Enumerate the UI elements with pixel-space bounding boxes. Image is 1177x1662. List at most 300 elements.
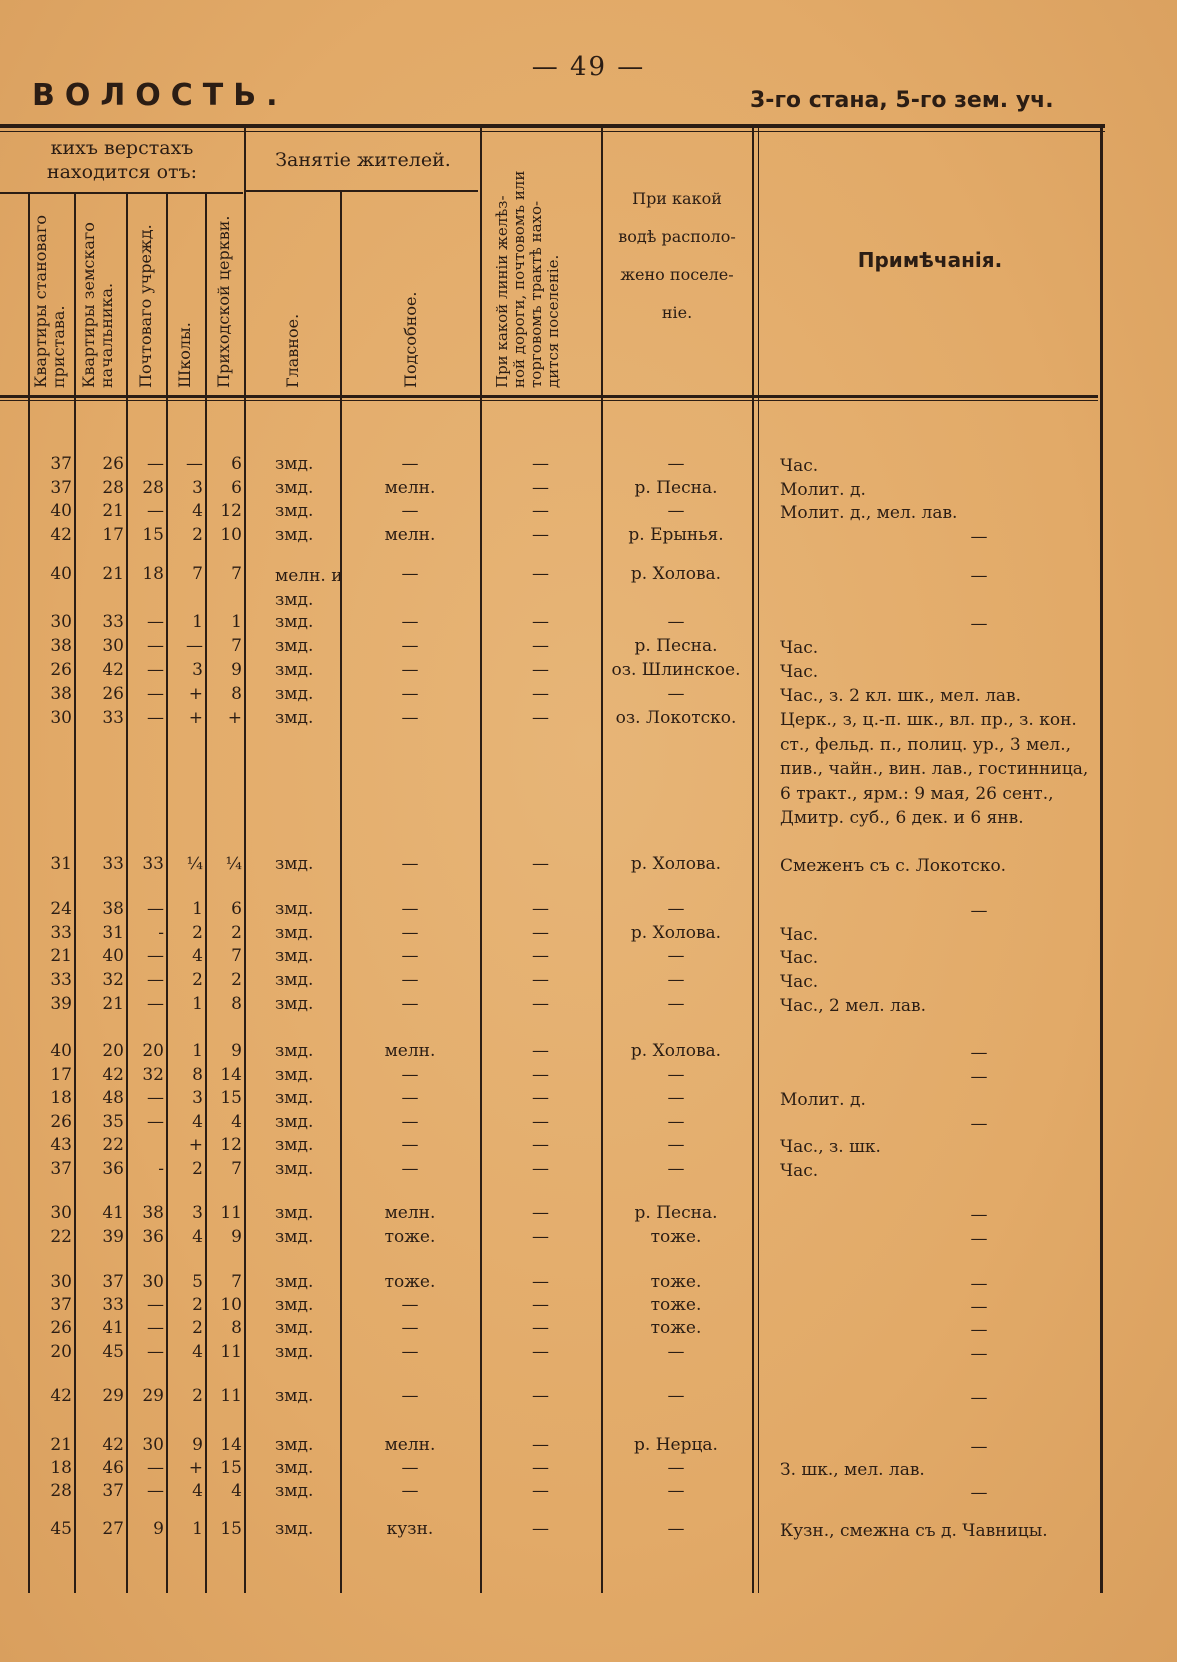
cell-note: — bbox=[970, 1229, 988, 1249]
cell-rd: — bbox=[532, 1203, 549, 1223]
table-row bbox=[0, 899, 1177, 923]
cell-sh: 4 bbox=[192, 1342, 203, 1362]
page-number: — 49 — bbox=[531, 52, 646, 82]
col-rule-3 bbox=[126, 193, 128, 1593]
cell-a: — bbox=[401, 899, 419, 919]
cell-sh: 3 bbox=[192, 1203, 203, 1223]
table-row bbox=[0, 1135, 1177, 1159]
cell-c: 11 bbox=[220, 1342, 242, 1362]
cell-rd: — bbox=[532, 478, 549, 498]
cell-m: змд. bbox=[275, 1481, 314, 1501]
cell-sh: 4 bbox=[192, 1227, 203, 1247]
table-row bbox=[0, 1159, 1177, 1183]
cell-sh: 2 bbox=[192, 923, 203, 943]
cell-p: 30 bbox=[142, 1435, 164, 1455]
cell-rd: — bbox=[532, 708, 549, 728]
table-row bbox=[0, 1112, 1177, 1136]
cell-s: 30 bbox=[50, 1203, 72, 1223]
cell-sh: 1 bbox=[192, 899, 203, 919]
header-stanovoy: Квартиры становаго пристава. bbox=[31, 215, 68, 388]
cell-p: 36 bbox=[142, 1227, 164, 1247]
cell-note: Час. bbox=[780, 662, 819, 682]
cell-note: — bbox=[970, 614, 988, 634]
cell-a: — bbox=[401, 1065, 419, 1085]
cell-p: — bbox=[147, 708, 164, 728]
cell-s: 40 bbox=[50, 501, 72, 521]
cell-c: + bbox=[227, 708, 242, 728]
occupation-group-header: Занятіе жителей. bbox=[275, 149, 451, 171]
cell-z: 35 bbox=[102, 1112, 124, 1132]
cell-rd: — bbox=[532, 1519, 549, 1539]
cell-z: 37 bbox=[102, 1481, 124, 1501]
cell-c: 6 bbox=[231, 478, 242, 498]
cell-z: 32 bbox=[102, 970, 124, 990]
table-row bbox=[0, 923, 1177, 947]
cell-sh: 4 bbox=[192, 1481, 203, 1501]
cell-note: — bbox=[970, 1297, 988, 1317]
cell-z: 31 bbox=[102, 923, 124, 943]
cell-z: 36 bbox=[102, 1159, 124, 1179]
cell-m: змд. bbox=[275, 1159, 314, 1179]
cell-a: — bbox=[401, 1458, 419, 1478]
cell-m: змд. bbox=[275, 684, 314, 704]
cell-m: змд. bbox=[275, 1458, 314, 1478]
cell-p: — bbox=[147, 1318, 164, 1338]
cell-w: — bbox=[667, 994, 685, 1014]
cell-m: змд. bbox=[275, 660, 314, 680]
cell-s: 37 bbox=[50, 478, 72, 498]
cell-z: 21 bbox=[102, 994, 124, 1014]
header-schools: Школы. bbox=[175, 322, 194, 388]
cell-note: Кузн., смежна съ д. Чавницы. bbox=[780, 1521, 1048, 1541]
cell-a: мелн. bbox=[384, 1041, 436, 1061]
cell-w: — bbox=[667, 454, 685, 474]
cell-sh: 9 bbox=[192, 1435, 203, 1455]
cell-s: 20 bbox=[50, 1342, 72, 1362]
cell-c: 14 bbox=[220, 1435, 242, 1455]
cell-c: 6 bbox=[231, 454, 242, 474]
cell-w: — bbox=[667, 1159, 685, 1179]
cell-p: 28 bbox=[142, 478, 164, 498]
cell-w: тоже. bbox=[650, 1227, 702, 1247]
cell-note: Час. bbox=[780, 972, 819, 992]
cell-p: — bbox=[147, 1342, 164, 1362]
cell-note: Смеженъ съ с. Локотско. bbox=[780, 856, 1007, 876]
cell-note: Час., з. 2 кл. шк., мел. лав. bbox=[780, 686, 1021, 706]
cell-s: 26 bbox=[50, 1112, 72, 1132]
notes-header: Примѣчанія. bbox=[857, 248, 1003, 272]
cell-s: 28 bbox=[50, 1481, 72, 1501]
cell-m: змд. bbox=[275, 970, 314, 990]
cell-note: — bbox=[970, 1043, 988, 1063]
table-row bbox=[0, 525, 1177, 549]
cell-w: — bbox=[667, 684, 685, 704]
cell-z: 21 bbox=[102, 564, 124, 584]
cell-note: — bbox=[970, 1344, 988, 1364]
cell-rd: — bbox=[532, 899, 549, 919]
cell-m: змд. bbox=[275, 1112, 314, 1132]
cell-m: змд. bbox=[275, 454, 314, 474]
header-auxiliary-occupation: Подсобное. bbox=[401, 291, 420, 388]
cell-z: 42 bbox=[102, 660, 124, 680]
cell-c: 1 bbox=[231, 612, 242, 632]
cell-w: оз. Локотско. bbox=[615, 708, 737, 728]
cell-m: змд. bbox=[275, 478, 314, 498]
cell-s: 24 bbox=[50, 899, 72, 919]
cell-c: 12 bbox=[220, 501, 242, 521]
cell-rd: — bbox=[532, 525, 549, 545]
volost-heading: ВОЛОСТЬ. bbox=[32, 78, 288, 113]
cell-s: 26 bbox=[50, 1318, 72, 1338]
cell-sh: + bbox=[188, 708, 203, 728]
distance-group-header: кихъ верстахъ находится отъ: bbox=[46, 137, 198, 183]
header-post: Почтоваго учрежд. bbox=[136, 224, 155, 388]
cell-w: оз. Шлинское. bbox=[611, 660, 741, 680]
cell-s: 22 bbox=[50, 1227, 72, 1247]
cell-s: 39 bbox=[50, 994, 72, 1014]
cell-c: 10 bbox=[220, 525, 242, 545]
cell-s: 30 bbox=[50, 612, 72, 632]
cell-a: — bbox=[401, 501, 419, 521]
cell-z: 45 bbox=[102, 1342, 124, 1362]
cell-rd: — bbox=[532, 1342, 549, 1362]
cell-s: 42 bbox=[50, 525, 72, 545]
cell-w: — bbox=[667, 1481, 685, 1501]
cell-c: 7 bbox=[231, 1272, 242, 1292]
cell-z: 22 bbox=[102, 1135, 124, 1155]
cell-sh: 3 bbox=[192, 478, 203, 498]
cell-s: 38 bbox=[50, 636, 72, 656]
cell-rd: — bbox=[532, 454, 549, 474]
cell-c: 15 bbox=[220, 1458, 242, 1478]
cell-a: — bbox=[401, 1159, 419, 1179]
cell-s: 40 bbox=[50, 1041, 72, 1061]
cell-a: — bbox=[401, 708, 419, 728]
cell-c: 10 bbox=[220, 1295, 242, 1315]
table-row bbox=[0, 1481, 1177, 1505]
cell-w: — bbox=[667, 1135, 685, 1155]
cell-w: — bbox=[667, 612, 685, 632]
cell-p: — bbox=[147, 1088, 164, 1108]
cell-s: 37 bbox=[50, 454, 72, 474]
table-row bbox=[0, 1458, 1177, 1482]
cell-w: — bbox=[667, 1065, 685, 1085]
cell-w: — bbox=[667, 1458, 685, 1478]
table-row bbox=[0, 478, 1177, 502]
table-row bbox=[0, 1386, 1177, 1410]
cell-c: ¼ bbox=[225, 854, 242, 874]
cell-a: — bbox=[401, 1386, 419, 1406]
header-church: Приходской церкви. bbox=[214, 215, 233, 388]
cell-sh: + bbox=[188, 1135, 203, 1155]
cell-z: 42 bbox=[102, 1435, 124, 1455]
cell-m: змд. bbox=[275, 899, 314, 919]
cell-s: 30 bbox=[50, 708, 72, 728]
cell-w: — bbox=[667, 501, 685, 521]
cell-z: 33 bbox=[102, 1295, 124, 1315]
cell-z: 29 bbox=[102, 1386, 124, 1406]
cell-p: — bbox=[147, 899, 164, 919]
cell-c: 8 bbox=[231, 994, 242, 1014]
cell-z: 20 bbox=[102, 1041, 124, 1061]
table-row bbox=[0, 1519, 1177, 1543]
cell-note: — bbox=[970, 1114, 988, 1134]
cell-a: — bbox=[401, 923, 419, 943]
header-subrule-occupation bbox=[245, 190, 478, 192]
col-rule-1 bbox=[28, 193, 30, 1593]
cell-m: змд. bbox=[275, 1135, 314, 1155]
cell-c: 8 bbox=[231, 1318, 242, 1338]
cell-s: 40 bbox=[50, 564, 72, 584]
header-bottom-rule-thin bbox=[0, 400, 1098, 401]
cell-a: мелн. bbox=[384, 1435, 436, 1455]
cell-rd: — bbox=[532, 1386, 549, 1406]
cell-a: кузн. bbox=[386, 1519, 434, 1539]
cell-s: 42 bbox=[50, 1386, 72, 1406]
cell-z: 17 bbox=[102, 525, 124, 545]
cell-a: — bbox=[401, 684, 419, 704]
cell-w: р. Песна. bbox=[634, 1203, 718, 1223]
cell-z: 41 bbox=[102, 1203, 124, 1223]
cell-note: Час., з. шк. bbox=[780, 1137, 881, 1157]
cell-rd: — bbox=[532, 612, 549, 632]
cell-note: Молит. д. bbox=[780, 480, 866, 500]
cell-z: 39 bbox=[102, 1227, 124, 1247]
cell-rd: — bbox=[532, 1112, 549, 1132]
cell-rd: — bbox=[532, 1295, 549, 1315]
table-row bbox=[0, 501, 1177, 525]
cell-m: змд. bbox=[275, 946, 314, 966]
cell-note: — bbox=[970, 1205, 988, 1225]
cell-rd: — bbox=[532, 636, 549, 656]
cell-p: 20 bbox=[142, 1041, 164, 1061]
cell-z: 27 bbox=[102, 1519, 124, 1539]
header-main-occupation: Главное. bbox=[283, 313, 302, 388]
cell-w: р. Ерынья. bbox=[628, 525, 724, 545]
cell-sh: — bbox=[186, 454, 203, 474]
cell-sh: 2 bbox=[192, 970, 203, 990]
table-row bbox=[0, 684, 1177, 708]
cell-c: 7 bbox=[231, 946, 242, 966]
cell-m: змд. bbox=[275, 1065, 314, 1085]
cell-s: 18 bbox=[50, 1458, 72, 1478]
cell-p: — bbox=[147, 994, 164, 1014]
cell-a: — bbox=[401, 854, 419, 874]
cell-p: - bbox=[158, 923, 164, 943]
cell-w: р. Холова. bbox=[630, 564, 722, 584]
cell-note: Час. bbox=[780, 925, 819, 945]
cell-w: р. Песна. bbox=[634, 478, 718, 498]
cell-note: — bbox=[970, 1388, 988, 1408]
table-row bbox=[0, 970, 1177, 994]
cell-a: — bbox=[401, 454, 419, 474]
cell-note: — bbox=[970, 566, 988, 586]
cell-rd: — bbox=[532, 1088, 549, 1108]
cell-c: 9 bbox=[231, 1041, 242, 1061]
header-road: При какой линіи желѣз- ной дороги, почтовомъ или торговомъ трактѣ нахо- дится поселеніе. bbox=[493, 170, 562, 388]
cell-note: Час., 2 мел. лав. bbox=[780, 996, 927, 1016]
cell-a: — bbox=[401, 564, 419, 584]
cell-m: змд. bbox=[275, 501, 314, 521]
cell-p: 15 bbox=[142, 525, 164, 545]
cell-p: 38 bbox=[142, 1203, 164, 1223]
cell-c: 6 bbox=[231, 899, 242, 919]
header-zemsky: Квартиры земскаго начальника. bbox=[79, 222, 116, 388]
cell-w: — bbox=[667, 1342, 685, 1362]
cell-p: — bbox=[147, 454, 164, 474]
cell-p: 29 bbox=[142, 1386, 164, 1406]
cell-s: 31 bbox=[50, 854, 72, 874]
cell-p: — bbox=[147, 612, 164, 632]
cell-m: змд. bbox=[275, 1272, 314, 1292]
cell-z: 33 bbox=[102, 708, 124, 728]
cell-z: 30 bbox=[102, 636, 124, 656]
cell-p: 30 bbox=[142, 1272, 164, 1292]
cell-s: 38 bbox=[50, 684, 72, 704]
cell-sh: 5 bbox=[192, 1272, 203, 1292]
cell-a: мелн. bbox=[384, 478, 436, 498]
table-row bbox=[0, 994, 1177, 1018]
cell-m: змд. bbox=[275, 708, 314, 728]
cell-c: 15 bbox=[220, 1088, 242, 1108]
cell-z: 48 bbox=[102, 1088, 124, 1108]
cell-p: 9 bbox=[153, 1519, 164, 1539]
table-row bbox=[0, 854, 1177, 878]
cell-sh: 2 bbox=[192, 1295, 203, 1315]
cell-note: — bbox=[970, 1483, 988, 1503]
cell-m: змд. bbox=[275, 1519, 314, 1539]
cell-sh: 1 bbox=[192, 994, 203, 1014]
cell-rd: — bbox=[532, 1458, 549, 1478]
district-heading: 3-го стана, 5-го зем. уч. bbox=[750, 88, 1054, 113]
cell-c: 12 bbox=[220, 1135, 242, 1155]
cell-p: — bbox=[147, 970, 164, 990]
cell-a: — bbox=[401, 660, 419, 680]
cell-z: 42 bbox=[102, 1065, 124, 1085]
cell-rd: — bbox=[532, 684, 549, 704]
cell-rd: — bbox=[532, 1227, 549, 1247]
cell-c: 7 bbox=[231, 636, 242, 656]
cell-rd: — bbox=[532, 946, 549, 966]
cell-a: — bbox=[401, 1318, 419, 1338]
cell-rd: — bbox=[532, 564, 549, 584]
cell-sh: 4 bbox=[192, 946, 203, 966]
table-row bbox=[0, 1203, 1177, 1227]
cell-m: змд. bbox=[275, 1227, 314, 1247]
cell-rd: — bbox=[532, 501, 549, 521]
cell-s: 33 bbox=[50, 970, 72, 990]
cell-p: — bbox=[147, 660, 164, 680]
cell-c: 4 bbox=[231, 1481, 242, 1501]
cell-sh: 3 bbox=[192, 660, 203, 680]
table-row bbox=[0, 1065, 1177, 1089]
cell-rd: — bbox=[532, 970, 549, 990]
cell-c: 8 bbox=[231, 684, 242, 704]
col-rule-5 bbox=[205, 193, 207, 1593]
table-row bbox=[0, 1295, 1177, 1319]
cell-s: 18 bbox=[50, 1088, 72, 1108]
cell-a: — bbox=[401, 1295, 419, 1315]
table-row bbox=[0, 1435, 1177, 1459]
cell-z: 33 bbox=[102, 854, 124, 874]
cell-w: тоже. bbox=[650, 1272, 702, 1292]
cell-rd: — bbox=[532, 854, 549, 874]
cell-p: 33 bbox=[142, 854, 164, 874]
cell-note: Молит. д., мел. лав. bbox=[780, 503, 958, 523]
cell-p: — bbox=[147, 946, 164, 966]
cell-m: змд. bbox=[275, 923, 314, 943]
cell-m: змд. bbox=[275, 1203, 314, 1223]
table-row bbox=[0, 660, 1177, 684]
cell-note: — bbox=[970, 1320, 988, 1340]
cell-c: 9 bbox=[231, 660, 242, 680]
cell-m: змд. bbox=[275, 636, 314, 656]
col-rule-2 bbox=[74, 193, 76, 1593]
cell-sh: 1 bbox=[192, 1519, 203, 1539]
cell-p: - bbox=[158, 1159, 164, 1179]
cell-sh: 8 bbox=[192, 1065, 203, 1085]
cell-m: змд. bbox=[275, 1318, 314, 1338]
cell-note: Молит. д. bbox=[780, 1090, 866, 1110]
cell-s: 37 bbox=[50, 1159, 72, 1179]
cell-note: — bbox=[970, 1067, 988, 1087]
cell-s: 21 bbox=[50, 1435, 72, 1455]
cell-sh: 2 bbox=[192, 525, 203, 545]
cell-sh: 1 bbox=[192, 1041, 203, 1061]
cell-rd: — bbox=[532, 1272, 549, 1292]
table-row bbox=[0, 454, 1177, 478]
cell-z: 41 bbox=[102, 1318, 124, 1338]
table-row bbox=[0, 1088, 1177, 1112]
cell-a: тоже. bbox=[384, 1227, 436, 1247]
cell-m: змд. bbox=[275, 1386, 314, 1406]
table-row bbox=[0, 1342, 1177, 1366]
cell-m: змд. bbox=[275, 1088, 314, 1108]
cell-w: — bbox=[667, 946, 685, 966]
cell-sh: + bbox=[188, 1458, 203, 1478]
cell-sh: + bbox=[188, 684, 203, 704]
cell-a: — bbox=[401, 1135, 419, 1155]
cell-w: — bbox=[667, 1519, 685, 1539]
cell-c: 2 bbox=[231, 923, 242, 943]
table-row bbox=[0, 1227, 1177, 1251]
table-row bbox=[0, 1041, 1177, 1065]
cell-note: Час. bbox=[780, 948, 819, 968]
cell-z: 38 bbox=[102, 899, 124, 919]
cell-s: 17 bbox=[50, 1065, 72, 1085]
cell-note: Час. bbox=[780, 456, 819, 476]
cell-a: — bbox=[401, 612, 419, 632]
cell-z: 28 bbox=[102, 478, 124, 498]
cell-p: — bbox=[147, 1295, 164, 1315]
cell-c: 15 bbox=[220, 1519, 242, 1539]
cell-c: 9 bbox=[231, 1227, 242, 1247]
col-rule-4 bbox=[166, 193, 168, 1593]
cell-sh: ¼ bbox=[186, 854, 203, 874]
cell-p: — bbox=[147, 1458, 164, 1478]
cell-w: р. Холова. bbox=[630, 854, 722, 874]
cell-s: 37 bbox=[50, 1295, 72, 1315]
cell-c: 11 bbox=[220, 1203, 242, 1223]
cell-note: Церк., з, ц.-п. шк., вл. пр., з. кон. ст., фельд. п., полиц. ур., 3 мел., пив., чайн., вин. лав., гостинница, 6 тракт., ярм.: 9 мая, 26 сент., Дмитр. суб., 6 дек. и 6 янв. bbox=[780, 710, 1089, 828]
cell-m: змд. bbox=[275, 994, 314, 1014]
cell-a: — bbox=[401, 970, 419, 990]
top-rule-thin bbox=[0, 131, 1105, 132]
cell-sh: 2 bbox=[192, 1318, 203, 1338]
cell-z: 46 bbox=[102, 1458, 124, 1478]
cell-s: 45 bbox=[50, 1519, 72, 1539]
cell-m: змд. bbox=[275, 612, 314, 632]
